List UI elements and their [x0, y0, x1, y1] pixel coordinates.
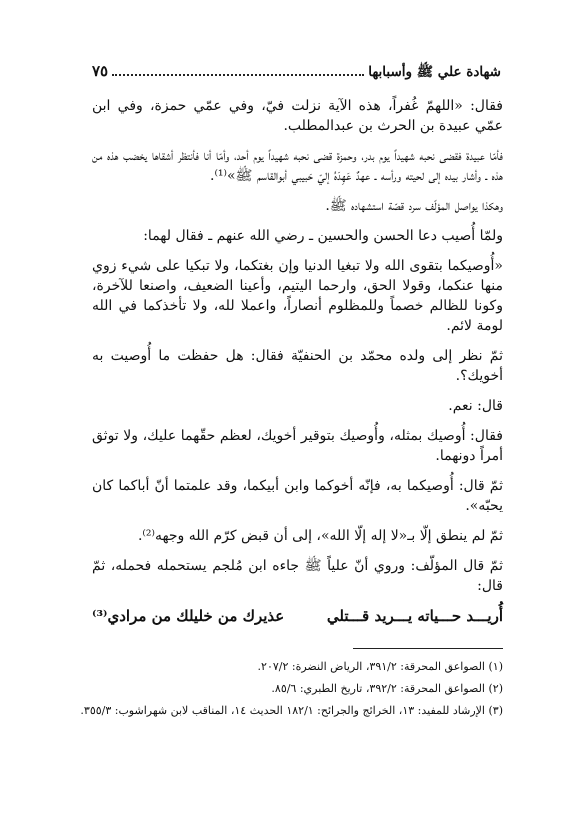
- paragraph: وهكذا يواصل المؤلّف سرد قصّة استشهاده ﷺ.: [325, 198, 503, 214]
- paragraph: فقال: «اللهمّ غُفراً، هذه الآية نزلت فيّ، وفي عمّي حمزة، وفي ابن عمّي عبيدة بن الحرث بن عبدالمطلب.: [92, 98, 503, 134]
- paragraph: فأمّا عبيدة فقضى نحبه شهيداً يوم بدر، وحمزة قضى نحبه شهيداً يوم أحد، وأمّا أنا فأنتظر أشقاها يخضب هذه من هذه ـ وأشار بيده إلى لحيته ورأسه ـ عهدٌ عَهِدَهُ إليّ حَبيبي أبوالقاسم ﷺ»⁽¹⁾.: [92, 148, 503, 184]
- paragraph: ثمّ لم ينطق إلّا بـ«لا إله إلّا الله»، إلى أن قبض كرّم الله وجهه⁽²⁾.: [137, 528, 503, 544]
- paragraph: ثمّ قال: أُوصيكما به، فإنّه أخوكما وابن أبيكما، وقد علمتما أنّ أباكما كان يحبّه».: [92, 478, 503, 514]
- footnotes: [80, 656, 503, 722]
- footnote: (١) الصواعق المحرقة: ٣٩١/٢، الرياض النضرة: ٢٠٧/٢.: [257, 660, 503, 673]
- paragraph: قال: نعم.: [448, 398, 503, 414]
- main-text: [92, 96, 503, 626]
- footnote: (٣) الإرشاد للمفيد: ١٣، الخرائج والجرائح: ١٨٢/١ الحديث ١٤، المناقب لابن شهراشوب: ٣٥٥/٣.: [80, 704, 503, 717]
- header-title: شهادة علي ﷺ وأسبابها: [368, 64, 501, 80]
- paragraph: ثمّ نظر إلى ولده محمّد بن الحنفيّة فقال: هل حفظت ما أُوصيت به أخويك؟.: [92, 348, 503, 384]
- paragraph: ولمّا أُصيب دعا الحسن والحسين ـ رضي الله عنهم ـ فقال لهما:: [143, 228, 503, 244]
- header-dotted-leader: [112, 64, 364, 76]
- poem-first-hemistich: أُريـــد حـــياته يـــريد قـــتلي: [326, 607, 503, 625]
- page-number: ٧٥: [92, 62, 109, 80]
- paragraph: ثمّ قال المؤلّف: وروي أنّ علياً ﷺ جاءه ابن مُلجم يستحمله فحمله، ثمّ قال:: [92, 558, 503, 594]
- footnote: (٢) الصواعق المحرقة: ٣٩٢/٢، تاريخ الطبري: ٨٥/٦.: [271, 682, 503, 695]
- paragraph: «أُوصيكما بتقوى الله ولا تبغيا الدنيا وإن بغتكما، ولا تبكيا على شيء زوي منها عنكما، وقولا الحق، وارحما اليتيم، وأعينا الضعيف، واصنعا للآخرة، وكونا للظالم خصماً وللمظلوم أنصاراً، واعملا لله، ولا تأخذكما في الله لومة لائم.: [92, 258, 503, 334]
- poem-verse: [92, 606, 503, 626]
- paragraph: فقال: أُوصيك بمثله، وأُوصيك بتوقير أخويك، لعظم حقّهما عليك، ولا توثق أمراً دونهما.: [92, 428, 503, 464]
- poem-second-hemistich: عذيرك من خليلك من مرادي⁽³⁾: [92, 607, 285, 625]
- footnote-separator: [353, 648, 503, 649]
- running-header: [92, 62, 501, 84]
